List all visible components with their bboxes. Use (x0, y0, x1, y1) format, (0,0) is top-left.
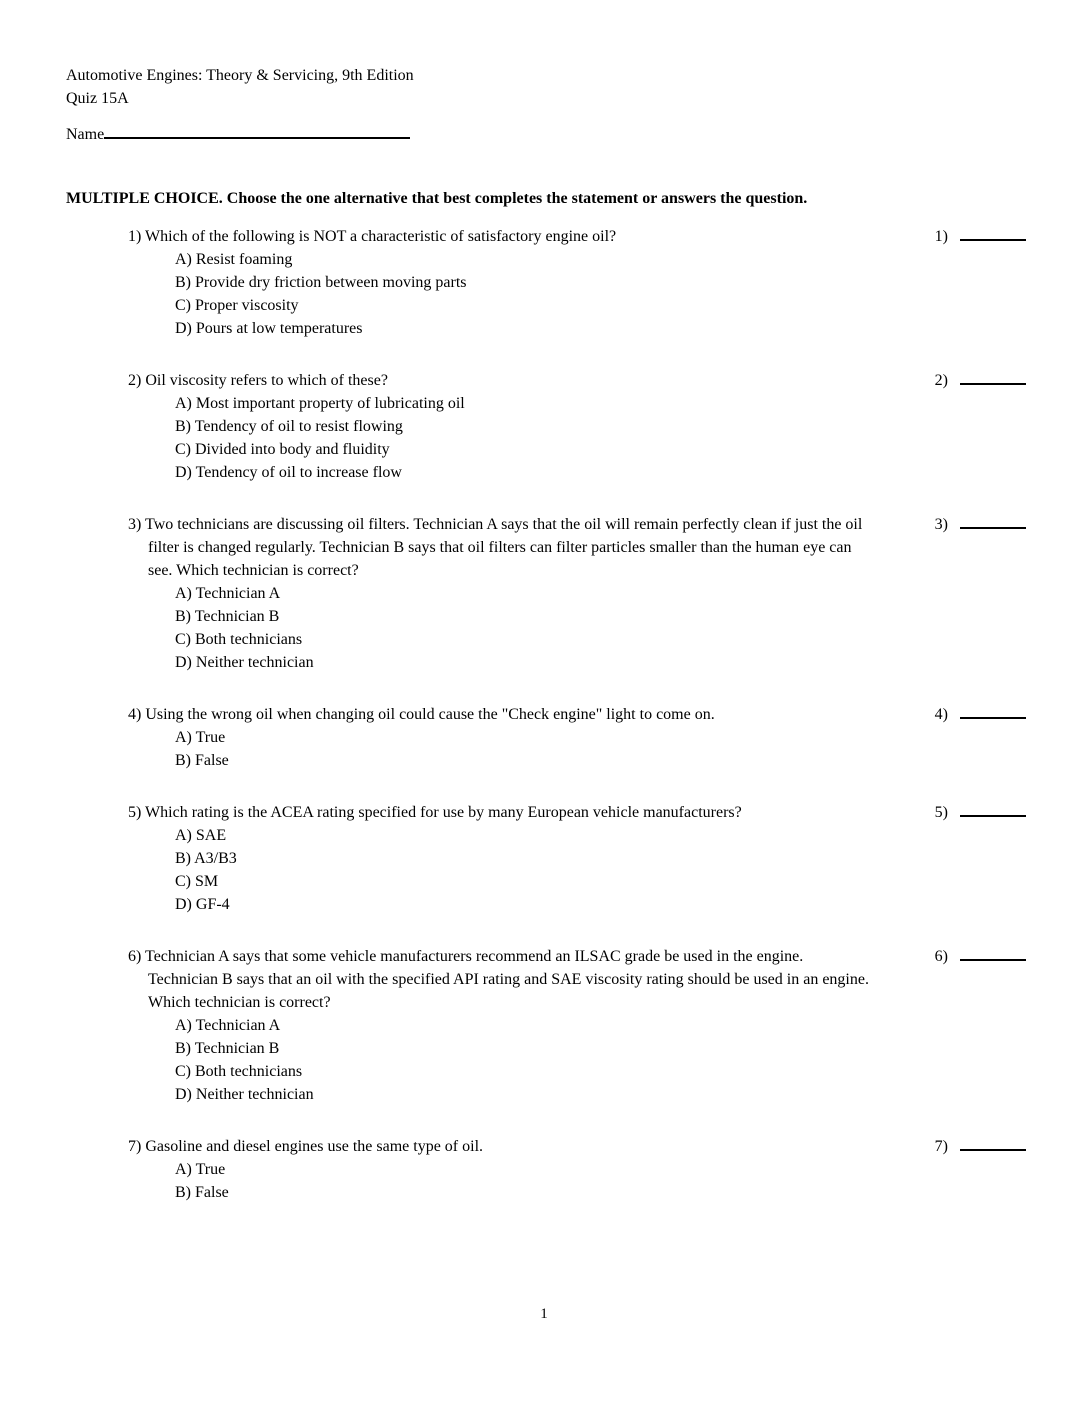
question-4-answer-slot (935, 703, 1026, 726)
question-7-answer-number: 7) (934, 1138, 948, 1155)
question-6-stem: Technician A says that some vehicle manufacturers recommend an ILSAC grade be used in the engine. Technician B says that an oil with the specified API rating and SAE viscosity rating should be used in an engine. Which technician is correct? (145, 948, 869, 1011)
question-3-choice-c: C) Both technicians (175, 631, 303, 648)
question-3-choice-b: B) Technician B (175, 608, 280, 625)
question-7-text (128, 1135, 870, 1158)
question-4-stem: Using the wrong oil when changing oil could cause the "Check engine" light to come on. (145, 706, 715, 723)
name-input-line[interactable] (104, 123, 410, 139)
question-5-stem: Which rating is the ACEA rating specified for use by many European vehicle manufacturers? (145, 804, 742, 821)
question-3-answer-blank[interactable] (960, 515, 1026, 529)
question-3-stem: Two technicians are discussing oil filters. Technician A says that the oil will remain perfectly clean if just the oil filter is changed regularly. Technician B says that oil filters can filter particles smaller than the human eye can see. Which technician is correct? (145, 516, 863, 579)
question-6 (128, 945, 1026, 1106)
question-2-answer-blank[interactable] (960, 371, 1026, 385)
name-label: Name (66, 126, 105, 143)
question-1-choices (175, 248, 870, 340)
question-4-choices (175, 726, 870, 772)
question-6-choice-d: D) Neither technician (175, 1086, 314, 1103)
question-2-stem: Oil viscosity refers to which of these? (145, 372, 388, 389)
question-3-text (128, 513, 870, 582)
question-5-choice-d: D) GF-4 (175, 896, 230, 913)
question-1-number: 1) (128, 228, 142, 245)
question-1 (128, 225, 1026, 340)
question-5-number: 5) (128, 804, 142, 821)
question-5-answer-slot (935, 801, 1026, 824)
question-2-choice-c: C) Divided into body and fluidity (175, 441, 390, 458)
question-3-choice-a: A) Technician A (175, 585, 281, 602)
question-5-answer-number: 5) (934, 804, 948, 821)
question-6-answer-slot (935, 945, 1026, 968)
question-2-choice-a: A) Most important property of lubricating oil (175, 395, 465, 412)
question-5-answer-blank[interactable] (960, 803, 1026, 817)
question-1-answer-blank[interactable] (960, 227, 1026, 241)
question-1-choice-a: A) Resist foaming (175, 251, 293, 268)
question-3-choice-d: D) Neither technician (175, 654, 314, 671)
page-number: 1 (540, 1306, 548, 1322)
question-2-choices (175, 392, 870, 484)
question-5-choice-c: C) SM (175, 873, 219, 890)
question-7-choice-b: B) False (175, 1184, 229, 1201)
question-3-number: 3) (128, 516, 142, 533)
question-5 (128, 801, 1026, 916)
question-1-answer-slot (935, 225, 1026, 248)
question-2-choice-b: B) Tendency of oil to resist flowing (175, 418, 403, 435)
question-7-answer-slot (935, 1135, 1026, 1158)
question-7 (128, 1135, 1026, 1204)
question-1-choice-c: C) Proper viscosity (175, 297, 299, 314)
book-title: Automotive Engines: Theory & Servicing, 9th Edition (66, 67, 414, 84)
question-6-text (128, 945, 870, 1014)
question-2-answer-slot (935, 369, 1026, 392)
question-6-choices (175, 1014, 870, 1106)
question-5-choices (175, 824, 870, 916)
question-5-choice-b: B) A3/B3 (175, 850, 237, 867)
question-5-choice-a: A) SAE (175, 827, 227, 844)
question-1-choice-d: D) Pours at low temperatures (175, 320, 363, 337)
question-4-answer-blank[interactable] (960, 705, 1026, 719)
question-3-answer-number: 3) (934, 516, 948, 533)
question-4 (128, 703, 1026, 772)
question-2-answer-number: 2) (934, 372, 948, 389)
question-6-answer-number: 6) (934, 948, 948, 965)
question-2-text (128, 369, 870, 392)
question-4-text (128, 703, 870, 726)
question-4-answer-number: 4) (934, 706, 948, 723)
question-6-number: 6) (128, 948, 142, 965)
question-7-choices (175, 1158, 870, 1204)
question-1-answer-number: 1) (934, 228, 948, 245)
question-6-answer-blank[interactable] (960, 947, 1026, 961)
quiz-title: Quiz 15A (66, 90, 129, 107)
question-5-text (128, 801, 870, 824)
question-7-answer-blank[interactable] (960, 1137, 1026, 1151)
question-1-stem: Which of the following is NOT a characteristic of satisfactory engine oil? (145, 228, 617, 245)
question-7-stem: Gasoline and diesel engines use the same type of oil. (145, 1138, 484, 1155)
question-3 (128, 513, 1026, 674)
question-7-choice-a: A) True (175, 1161, 226, 1178)
question-6-choice-b: B) Technician B (175, 1040, 280, 1057)
name-row (66, 123, 1026, 146)
question-3-answer-slot (935, 513, 1026, 536)
question-1-text (128, 225, 870, 248)
question-1-choice-b: B) Provide dry friction between moving parts (175, 274, 467, 291)
question-3-choices (175, 582, 870, 674)
question-2 (128, 369, 1026, 484)
question-4-choice-a: A) True (175, 729, 226, 746)
question-2-choice-d: D) Tendency of oil to increase flow (175, 464, 402, 481)
question-2-number: 2) (128, 372, 142, 389)
question-6-choice-c: C) Both technicians (175, 1063, 303, 1080)
question-7-number: 7) (128, 1138, 142, 1155)
question-6-choice-a: A) Technician A (175, 1017, 281, 1034)
document-header (66, 64, 1026, 110)
question-4-choice-b: B) False (175, 752, 229, 769)
instructions: MULTIPLE CHOICE. Choose the one alternative that best completes the statement or answers the question. (66, 190, 808, 207)
question-4-number: 4) (128, 706, 142, 723)
